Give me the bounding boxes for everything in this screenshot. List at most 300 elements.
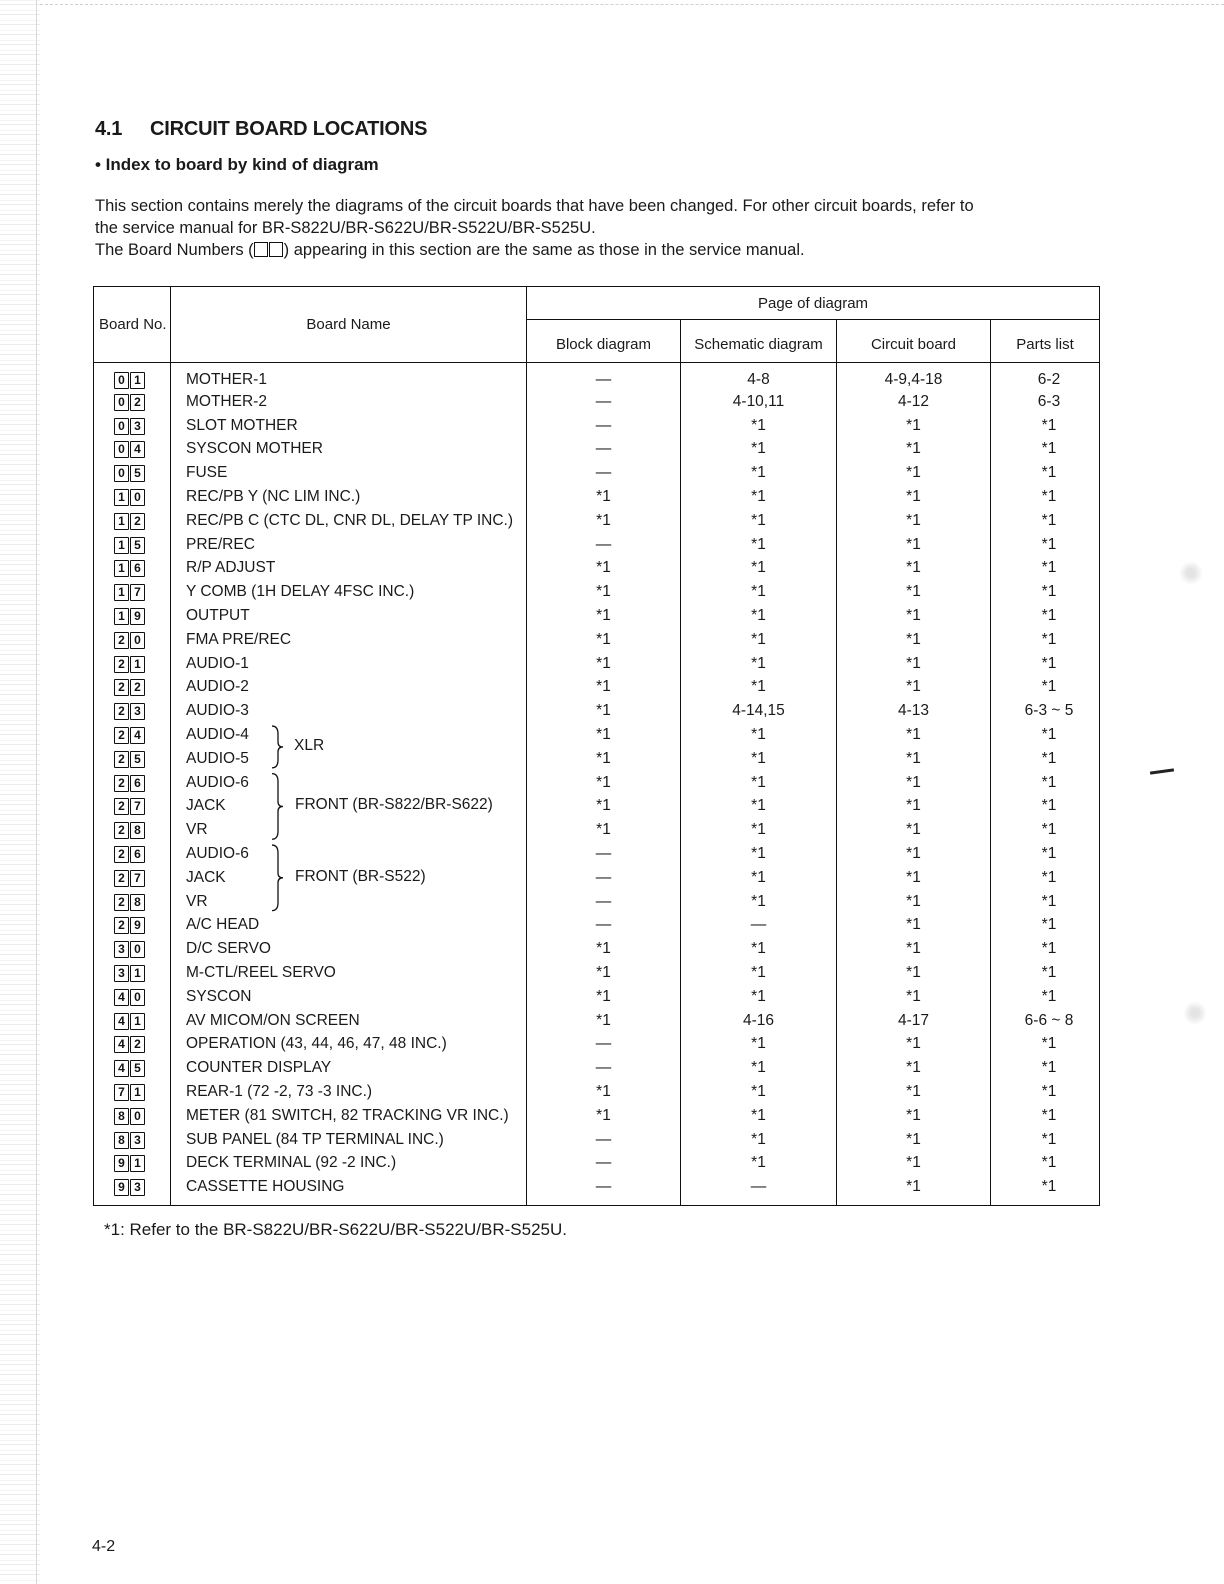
circuit-board-cell: *1 <box>837 1152 991 1176</box>
board-number-cell <box>94 438 171 462</box>
board-number <box>114 1084 145 1101</box>
board-digit: 4 <box>114 989 129 1006</box>
board-name-cell: JACK <box>171 795 527 819</box>
schematic-diagram-cell: *1 <box>681 533 837 557</box>
board-digit: 2 <box>130 679 145 696</box>
board-number <box>114 703 145 720</box>
table-row <box>94 580 1100 604</box>
board-number-cell <box>94 1080 171 1104</box>
table-row <box>94 557 1100 581</box>
board-name-cell: PRE/REC <box>171 533 527 557</box>
board-name-cell: AUDIO-3 <box>171 699 527 723</box>
table-row <box>94 1033 1100 1057</box>
board-digit: 2 <box>114 775 129 792</box>
board-digit: 2 <box>130 513 145 530</box>
table-row <box>94 414 1100 438</box>
schematic-diagram-cell: *1 <box>681 723 837 747</box>
schematic-diagram-cell: *1 <box>681 438 837 462</box>
board-digit: 8 <box>114 1132 129 1149</box>
schematic-diagram-cell: *1 <box>681 604 837 628</box>
board-number-cell <box>94 914 171 938</box>
board-number-cell <box>94 1104 171 1128</box>
schematic-diagram-cell: *1 <box>681 485 837 509</box>
block-diagram-cell: *1 <box>527 676 681 700</box>
intro-paragraph <box>95 195 1075 263</box>
parts-list-cell: 6-3 ~ 5 <box>991 699 1100 723</box>
parts-list-cell: *1 <box>991 866 1100 890</box>
parts-list-cell: *1 <box>991 557 1100 581</box>
board-name-cell: R/P ADJUST <box>171 557 527 581</box>
board-name-cell: REC/PB C (CTC DL, CNR DL, DELAY TP INC.) <box>171 509 527 533</box>
board-name-cell: COUNTER DISPLAY <box>171 1056 527 1080</box>
circuit-board-cell: *1 <box>837 1056 991 1080</box>
board-name-cell: AUDIO-4 <box>171 723 527 747</box>
table-row <box>94 1080 1100 1104</box>
board-name-cell: AUDIO-1 <box>171 652 527 676</box>
circuit-board-cell: *1 <box>837 557 991 581</box>
circuit-board-cell: *1 <box>837 866 991 890</box>
board-number-cell <box>94 533 171 557</box>
circuit-board-cell: *1 <box>837 461 991 485</box>
circuit-board-cell: *1 <box>837 723 991 747</box>
parts-list-cell: *1 <box>991 890 1100 914</box>
board-number <box>114 537 145 554</box>
header-board-name: Board Name <box>171 287 527 363</box>
board-digit: 7 <box>130 584 145 601</box>
parts-list-cell: *1 <box>991 914 1100 938</box>
block-diagram-cell: — <box>527 914 681 938</box>
circuit-board-cell: *1 <box>837 438 991 462</box>
board-number-cell <box>94 390 171 414</box>
schematic-diagram-cell: 4-10,11 <box>681 390 837 414</box>
board-digit: 8 <box>114 1108 129 1125</box>
board-number-boxes-icon <box>254 241 284 263</box>
section-title-text: CIRCUIT BOARD LOCATIONS <box>150 118 428 140</box>
schematic-diagram-cell: *1 <box>681 795 837 819</box>
parts-list-cell: *1 <box>991 1056 1100 1080</box>
table-body <box>94 363 1100 1206</box>
circuit-board-cell: *1 <box>837 890 991 914</box>
circuit-board-cell: *1 <box>837 509 991 533</box>
circuit-board-cell: *1 <box>837 771 991 795</box>
circuit-board-cell: *1 <box>837 604 991 628</box>
board-name-cell: MOTHER-2 <box>171 390 527 414</box>
board-number <box>114 679 145 696</box>
parts-list-cell: *1 <box>991 771 1100 795</box>
board-digit: 9 <box>114 1155 129 1172</box>
block-diagram-cell: — <box>527 1128 681 1152</box>
board-name-cell: AUDIO-6 <box>171 771 527 795</box>
board-digit: 0 <box>114 372 129 389</box>
board-number-cell <box>94 937 171 961</box>
table-row <box>94 628 1100 652</box>
board-name-cell: Y COMB (1H DELAY 4FSC INC.) <box>171 580 527 604</box>
board-number-cell <box>94 1033 171 1057</box>
parts-list-cell: *1 <box>991 533 1100 557</box>
parts-list-cell: *1 <box>991 747 1100 771</box>
circuit-board-cell: *1 <box>837 747 991 771</box>
board-number <box>114 513 145 530</box>
board-number-cell <box>94 842 171 866</box>
circuit-board-cell: *1 <box>837 1080 991 1104</box>
board-digit: 2 <box>114 751 129 768</box>
board-digit: 5 <box>130 1060 145 1077</box>
circuit-board-cell: *1 <box>837 818 991 842</box>
block-diagram-cell: — <box>527 390 681 414</box>
board-number <box>114 584 145 601</box>
parts-list-cell: *1 <box>991 723 1100 747</box>
board-digit: 0 <box>114 441 129 458</box>
block-diagram-cell: *1 <box>527 652 681 676</box>
section-number: 4.1 <box>95 118 123 140</box>
board-digit: 2 <box>114 703 129 720</box>
board-number <box>114 489 145 506</box>
board-number-cell <box>94 1152 171 1176</box>
board-number-cell <box>94 628 171 652</box>
table-row <box>94 866 1100 890</box>
scan-top-rule <box>40 4 1224 5</box>
schematic-diagram-cell: 4-14,15 <box>681 699 837 723</box>
board-digit: 8 <box>130 894 145 911</box>
board-digit: 1 <box>114 560 129 577</box>
board-digit: 0 <box>130 941 145 958</box>
board-digit: 1 <box>130 1155 145 1172</box>
board-name-cell: METER (81 SWITCH, 82 TRACKING VR INC.) <box>171 1104 527 1128</box>
board-digit: 1 <box>114 584 129 601</box>
board-digit: 7 <box>130 798 145 815</box>
board-digit: 2 <box>130 394 145 411</box>
board-number-cell <box>94 580 171 604</box>
board-digit: 9 <box>130 608 145 625</box>
table-row <box>94 676 1100 700</box>
table-row <box>94 961 1100 985</box>
table-row <box>94 795 1100 819</box>
board-number-cell <box>94 961 171 985</box>
board-number <box>114 775 145 792</box>
board-number <box>114 870 145 887</box>
parts-list-cell: *1 <box>991 1080 1100 1104</box>
circuit-board-cell: *1 <box>837 628 991 652</box>
table-row <box>94 485 1100 509</box>
board-digit: 1 <box>130 372 145 389</box>
circuit-board-cell: *1 <box>837 652 991 676</box>
parts-list-cell: *1 <box>991 1033 1100 1057</box>
block-diagram-cell: *1 <box>527 723 681 747</box>
block-diagram-cell: — <box>527 1033 681 1057</box>
parts-list-cell: *1 <box>991 1104 1100 1128</box>
circuit-board-cell: 4-13 <box>837 699 991 723</box>
board-number <box>114 798 145 815</box>
board-name-cell: AUDIO-6 <box>171 842 527 866</box>
board-digit: 4 <box>114 1060 129 1077</box>
table-row <box>94 509 1100 533</box>
schematic-diagram-cell: *1 <box>681 890 837 914</box>
group-label-xlr: XLR <box>294 736 325 754</box>
circuit-board-cell: 4-12 <box>837 390 991 414</box>
parts-list-cell: *1 <box>991 628 1100 652</box>
scan-margin-line <box>36 0 37 1584</box>
board-name-cell: SLOT MOTHER <box>171 414 527 438</box>
board-digit: 2 <box>114 632 129 649</box>
board-digit: 5 <box>130 537 145 554</box>
board-digit: 0 <box>114 394 129 411</box>
header-board-no: Board No. <box>94 287 171 363</box>
circuit-board-cell: *1 <box>837 842 991 866</box>
parts-list-cell: *1 <box>991 818 1100 842</box>
table-row <box>94 1128 1100 1152</box>
header-schematic-diagram: Schematic diagram <box>681 320 837 363</box>
group-label-front-522: FRONT (BR-S522) <box>295 867 426 885</box>
table-row <box>94 604 1100 628</box>
board-number-cell <box>94 1175 171 1205</box>
table-row <box>94 842 1100 866</box>
schematic-diagram-cell: *1 <box>681 1128 837 1152</box>
board-digit: 0 <box>130 1108 145 1125</box>
circuit-board-cell: *1 <box>837 1033 991 1057</box>
board-index-table <box>93 286 1100 1206</box>
header-parts-list: Parts list <box>991 320 1100 363</box>
board-number <box>114 822 145 839</box>
schematic-diagram-cell: *1 <box>681 628 837 652</box>
schematic-diagram-cell: *1 <box>681 1152 837 1176</box>
board-number <box>114 418 145 435</box>
board-number-cell <box>94 363 171 391</box>
parts-list-cell: *1 <box>991 676 1100 700</box>
board-number-cell <box>94 699 171 723</box>
board-digit: 2 <box>130 1036 145 1053</box>
board-number <box>114 1060 145 1077</box>
block-diagram-cell: — <box>527 1152 681 1176</box>
board-number <box>114 1013 145 1030</box>
scan-binding-edge <box>0 0 40 1584</box>
board-name-cell: SYSCON <box>171 985 527 1009</box>
intro-line-post: ) appearing in this section are the same as those in the service manual. <box>283 241 805 259</box>
board-name-cell: VR <box>171 890 527 914</box>
board-name-cell: D/C SERVO <box>171 937 527 961</box>
schematic-diagram-cell: *1 <box>681 1104 837 1128</box>
table-row <box>94 533 1100 557</box>
schematic-diagram-cell: *1 <box>681 461 837 485</box>
circuit-board-cell: *1 <box>837 914 991 938</box>
board-number-cell <box>94 509 171 533</box>
schematic-diagram-cell: — <box>681 914 837 938</box>
board-number <box>114 1179 145 1196</box>
section-title <box>95 118 427 141</box>
board-name-cell: AUDIO-2 <box>171 676 527 700</box>
circuit-board-cell: *1 <box>837 1175 991 1205</box>
schematic-diagram-cell: 4-8 <box>681 363 837 391</box>
board-name-cell: SYSCON MOTHER <box>171 438 527 462</box>
board-digit: 9 <box>130 917 145 934</box>
schematic-diagram-cell: *1 <box>681 557 837 581</box>
parts-list-cell: 6-3 <box>991 390 1100 414</box>
table-row <box>94 438 1100 462</box>
board-digit: 3 <box>130 703 145 720</box>
table-row <box>94 363 1100 391</box>
block-diagram-cell: *1 <box>527 1104 681 1128</box>
table-row <box>94 771 1100 795</box>
board-number <box>114 1132 145 1149</box>
board-name-cell: M-CTL/REEL SERVO <box>171 961 527 985</box>
schematic-diagram-cell: — <box>681 1175 837 1205</box>
subheading: • Index to board by kind of diagram <box>95 155 379 174</box>
block-diagram-cell: — <box>527 438 681 462</box>
block-diagram-cell: *1 <box>527 604 681 628</box>
header-circuit-board: Circuit board <box>837 320 991 363</box>
board-number-cell <box>94 723 171 747</box>
block-diagram-cell: *1 <box>527 961 681 985</box>
block-diagram-cell: — <box>527 842 681 866</box>
circuit-board-cell: *1 <box>837 937 991 961</box>
parts-list-cell: *1 <box>991 842 1100 866</box>
board-digit: 5 <box>130 751 145 768</box>
board-digit: 1 <box>130 1084 145 1101</box>
board-number <box>114 917 145 934</box>
board-number <box>114 727 145 744</box>
parts-list-cell: *1 <box>991 652 1100 676</box>
board-digit: 6 <box>130 846 145 863</box>
parts-list-cell: *1 <box>991 485 1100 509</box>
intro-line <box>95 239 1075 263</box>
intro-line: This section contains merely the diagrams of the circuit boards that have been changed. For other circuit boards, refer to <box>95 197 974 215</box>
board-name-cell: SUB PANEL (84 TP TERMINAL INC.) <box>171 1128 527 1152</box>
board-digit: 2 <box>114 679 129 696</box>
schematic-diagram-cell: *1 <box>681 818 837 842</box>
board-number <box>114 941 145 958</box>
table-row <box>94 818 1100 842</box>
parts-list-cell: *1 <box>991 461 1100 485</box>
board-name-cell: FMA PRE/REC <box>171 628 527 652</box>
parts-list-cell: *1 <box>991 580 1100 604</box>
table-row <box>94 1104 1100 1128</box>
parts-list-cell: *1 <box>991 1152 1100 1176</box>
board-number-cell <box>94 818 171 842</box>
board-digit: 2 <box>114 870 129 887</box>
block-diagram-cell: *1 <box>527 628 681 652</box>
margin-mark <box>1150 768 1174 774</box>
circuit-board-cell: *1 <box>837 961 991 985</box>
schematic-diagram-cell: *1 <box>681 866 837 890</box>
scan-speck <box>1180 1000 1210 1026</box>
schematic-diagram-cell: *1 <box>681 1080 837 1104</box>
board-number <box>114 632 145 649</box>
board-name-cell: AUDIO-5 <box>171 747 527 771</box>
parts-list-cell: *1 <box>991 604 1100 628</box>
board-number-cell <box>94 1128 171 1152</box>
board-digit: 7 <box>114 1084 129 1101</box>
board-name-cell: FUSE <box>171 461 527 485</box>
board-name-cell: VR <box>171 818 527 842</box>
board-digit: 3 <box>130 418 145 435</box>
board-name-cell: OPERATION (43, 44, 46, 47, 48 INC.) <box>171 1033 527 1057</box>
board-number-cell <box>94 414 171 438</box>
parts-list-cell: *1 <box>991 961 1100 985</box>
schematic-diagram-cell: *1 <box>681 509 837 533</box>
board-digit: 2 <box>114 846 129 863</box>
board-number-cell <box>94 604 171 628</box>
board-digit: 3 <box>114 941 129 958</box>
parts-list-cell: *1 <box>991 509 1100 533</box>
schematic-diagram-cell: *1 <box>681 747 837 771</box>
board-digit: 0 <box>130 489 145 506</box>
block-diagram-cell: — <box>527 890 681 914</box>
block-diagram-cell: *1 <box>527 485 681 509</box>
schematic-diagram-cell: *1 <box>681 771 837 795</box>
board-digit: 9 <box>114 1179 129 1196</box>
board-digit: 2 <box>114 727 129 744</box>
block-diagram-cell: — <box>527 461 681 485</box>
intro-line-pre: The Board Numbers ( <box>95 241 254 259</box>
board-digit: 1 <box>114 537 129 554</box>
board-number-cell <box>94 652 171 676</box>
intro-line: the service manual for BR-S822U/BR-S622U/BR-S522U/BR-S525U. <box>95 219 596 237</box>
board-digit: 3 <box>114 965 129 982</box>
block-diagram-cell: *1 <box>527 580 681 604</box>
table-row <box>94 699 1100 723</box>
block-diagram-cell: *1 <box>527 771 681 795</box>
table-row <box>94 937 1100 961</box>
parts-list-cell: 6-6 ~ 8 <box>991 1009 1100 1033</box>
parts-list-cell: *1 <box>991 1175 1100 1205</box>
board-name-cell: CASSETTE HOUSING <box>171 1175 527 1205</box>
circuit-board-cell: *1 <box>837 485 991 509</box>
board-digit: 1 <box>130 656 145 673</box>
block-diagram-cell: *1 <box>527 795 681 819</box>
board-number-cell <box>94 795 171 819</box>
schematic-diagram-cell: *1 <box>681 414 837 438</box>
board-digit: 3 <box>130 1132 145 1149</box>
block-diagram-cell: *1 <box>527 747 681 771</box>
table-row <box>94 652 1100 676</box>
board-digit: 6 <box>130 775 145 792</box>
scan-speck <box>1176 560 1206 586</box>
board-number <box>114 846 145 863</box>
block-diagram-cell: *1 <box>527 818 681 842</box>
board-digit: 3 <box>130 1179 145 1196</box>
board-number <box>114 656 145 673</box>
parts-list-cell: *1 <box>991 1128 1100 1152</box>
block-diagram-cell: *1 <box>527 937 681 961</box>
footnote: *1: Refer to the BR-S822U/BR-S622U/BR-S522U/BR-S525U. <box>104 1220 567 1239</box>
header-block-diagram: Block diagram <box>527 320 681 363</box>
table-row <box>94 1152 1100 1176</box>
board-name-cell: REC/PB Y (NC LIM INC.) <box>171 485 527 509</box>
page-number: 4-2 <box>92 1538 116 1555</box>
circuit-board-cell: 4-9,4-18 <box>837 363 991 391</box>
board-number <box>114 465 145 482</box>
block-diagram-cell: — <box>527 1175 681 1205</box>
board-digit: 1 <box>114 513 129 530</box>
board-number-cell <box>94 771 171 795</box>
board-digit: 1 <box>130 1013 145 1030</box>
board-digit: 8 <box>130 822 145 839</box>
table-row <box>94 390 1100 414</box>
board-digit: 2 <box>114 656 129 673</box>
table-row <box>94 890 1100 914</box>
schematic-diagram-cell: *1 <box>681 1056 837 1080</box>
block-diagram-cell: *1 <box>527 1009 681 1033</box>
schematic-diagram-cell: *1 <box>681 652 837 676</box>
header-page-of-diagram: Page of diagram <box>527 287 1100 320</box>
block-diagram-cell: — <box>527 363 681 391</box>
board-digit: 0 <box>130 989 145 1006</box>
parts-list-cell: *1 <box>991 795 1100 819</box>
schematic-diagram-cell: *1 <box>681 961 837 985</box>
board-number <box>114 1036 145 1053</box>
board-digit: 0 <box>130 632 145 649</box>
board-number-cell <box>94 1009 171 1033</box>
board-name-cell: MOTHER-1 <box>171 363 527 391</box>
